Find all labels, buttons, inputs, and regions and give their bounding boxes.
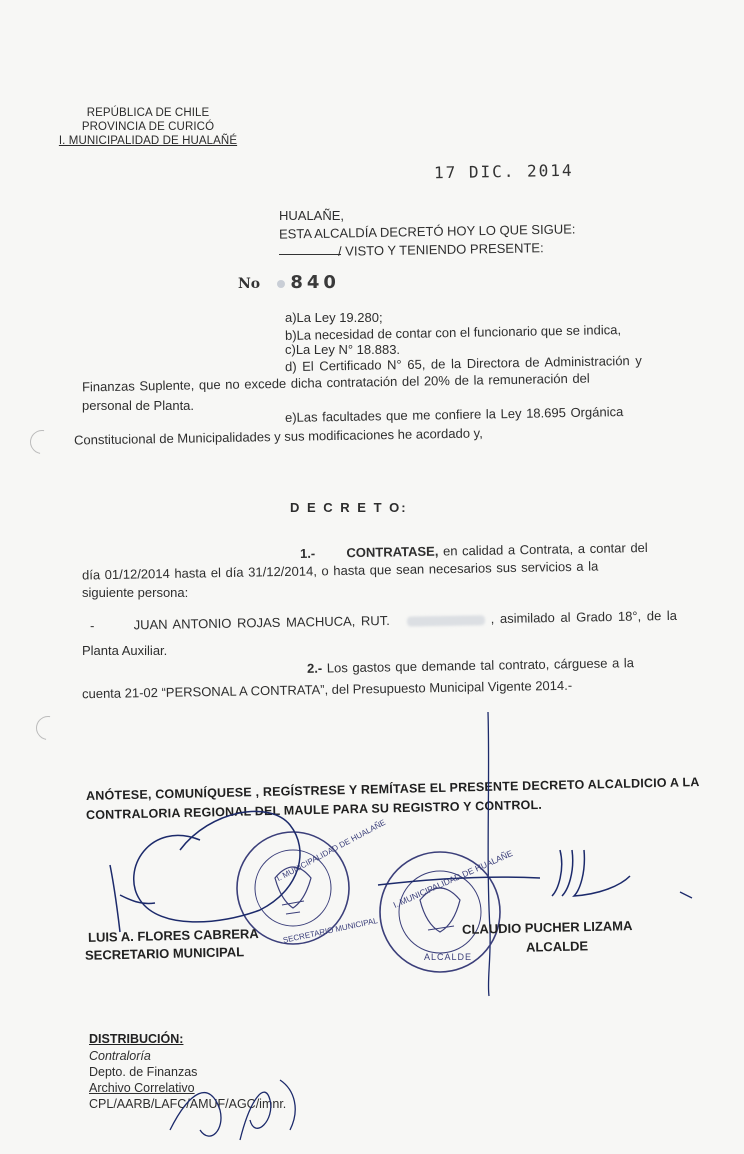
letterhead-province: PROVINCIA DE CURICÓ [81,121,215,133]
consideration-e-2: Constitucional de Municipalidades y sus modificaciones he acordado y, [73,425,483,448]
article-2-number: 2.- [306,660,323,676]
closing-line-1: ANÓTESE, COMUNÍQUESE , REGÍSTRESE Y REMÍTASE EL PRESENTE DECRETO ALCALDICIO A LA [85,775,700,803]
consideration-d-2: Finanzas Suplente, que no excede dicha contratación del 20% de la remuneración del [81,370,590,395]
signer-left-name: LUIS A. FLORES CABRERA [87,926,259,945]
pen-stroke [488,712,490,996]
distribution-item: Depto. de Finanzas [89,1065,198,1079]
decreto-title: D E C R E T O: [290,500,408,515]
signature-left [134,811,300,922]
visto-line: / VISTO Y TENIENDO PRESENTE: [337,240,544,259]
letterhead-country: REPÚBLICA DE CHILE [86,107,210,119]
decree-number [238,272,340,293]
visto-blank-line [279,254,341,255]
place-line: HUALAÑE, [279,208,345,223]
number-value: 840 [290,272,340,293]
person-name: JUAN ANTONIO ROJAS MACHUCA, RUT. [133,612,390,633]
distribution-item: Archivo Correlativo [89,1081,195,1095]
article-2-text: Los gastos que demande tal contrato, cárguese a la [326,655,635,676]
consideration-c: c)La Ley N° 18.883. [285,342,401,357]
person-dash: - [89,618,95,634]
letterhead-municipality: I. MUNICIPALIDAD DE HUALAÑÉ [58,135,238,147]
person-rest: , asimilado al Grado 18°, de la [490,607,678,627]
seal-left-bottom-text: SECRETARIO MUNICIPAL [282,916,379,945]
seal-right-bottom-text: ALCALDE [424,952,473,962]
signer-right-title: ALCALDE [525,938,589,955]
number-label: No [238,276,261,292]
article-1-number: 1.- [299,545,316,562]
consideration-a: a)La Ley 19.280; [285,310,383,325]
signer-left-title: SECRETARIO MUNICIPAL [84,944,245,963]
article-1-line-2: día 01/12/2014 hasta el día 31/12/2014, o hasta que sean necesarios sus servicios a la [81,558,599,583]
decree-intro: ESTA ALCALDÍA DECRETÓ HOY LO QUE SIGUE: [278,221,576,242]
redacted-rut [407,615,485,626]
seal-left-top-text: I. MUNICIPALIDAD DE HUALAÑE [275,817,388,884]
distribution-title: DISTRIBUCIÓN: [89,1032,184,1046]
initials-scribble [150,1060,320,1150]
letterhead [58,106,238,148]
article-1-keyword: CONTRATASE, [346,543,439,561]
article-2-line-2: cuenta 21-02 “PERSONAL A CONTRATA”, del Presupuesto Municipal Vigente 2014.- [81,677,573,702]
article-1-rest: en calidad a Contrata, a contar del [442,539,648,559]
person-line-2: Planta Auxiliar. [82,643,168,658]
article-1-line-3: siguiente persona: [82,585,189,600]
distribution-item: Contraloría [89,1049,151,1063]
seal-right-top-text: I. MUNICIPALIDAD DE HUALAÑE [391,848,515,910]
consideration-e-1: e)Las facultades que me confiere la Ley 18.695 Orgánica [284,404,624,425]
distribution-item: CPL/AARB/LAFC/AMUF/AGC/imnr. [89,1097,287,1111]
article-2-line-1 [307,655,634,677]
signer-right-name: CLAUDIO PUCHER LIZAMA [461,918,633,937]
consideration-d-1: d) El Certificado N° 65, de la Directora de Administración y [284,352,642,375]
consideration-d-3: personal de Planta. [82,398,195,413]
closing-line-2: CONTRALORIA REGIONAL DEL MAULE PARA SU REGISTRO Y CONTROL. [85,797,543,823]
punch-hole-icon [25,425,58,458]
consideration-b: b)La necesidad de contar con el funcionario que se indica, [284,322,622,343]
person-line [90,608,677,634]
smudge-icon [277,280,285,288]
date-stamp: 17 DIC. 2014 [433,160,574,183]
